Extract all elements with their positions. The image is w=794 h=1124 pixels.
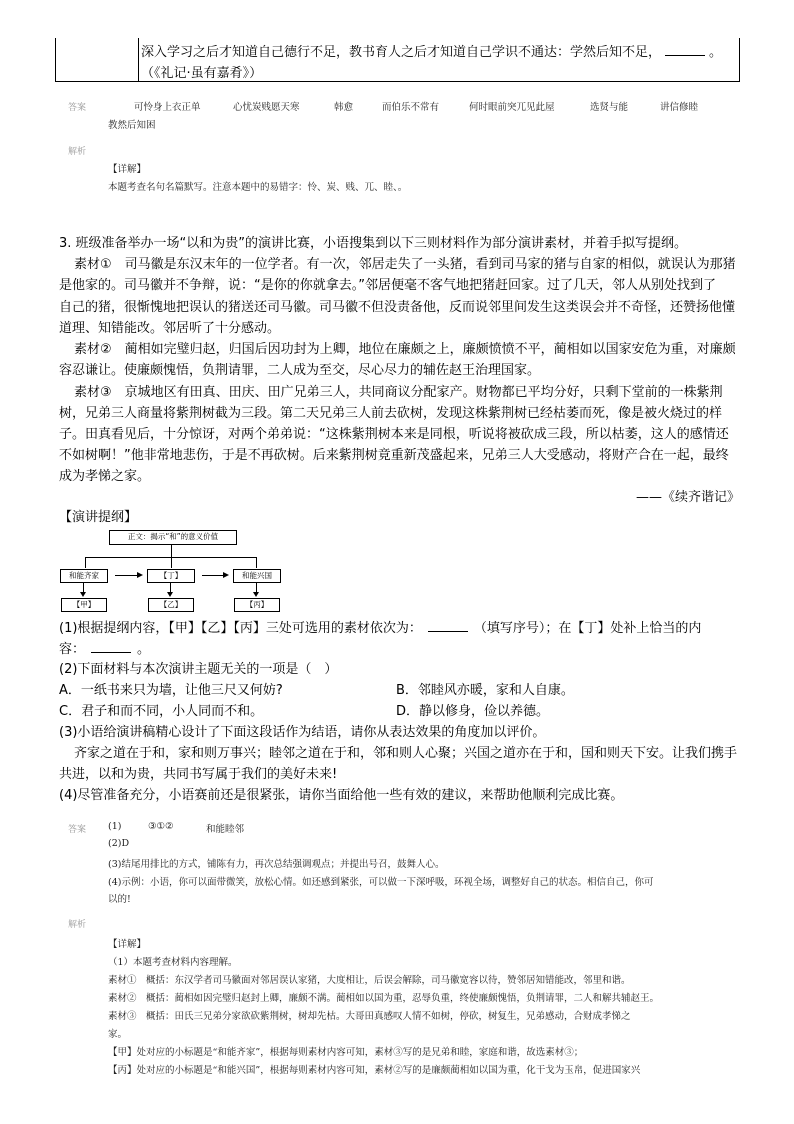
diagram-connector — [171, 545, 172, 557]
sub-question-1-cont — [59, 638, 150, 657]
answer-line: 以的! — [108, 894, 131, 905]
answer-line: (4)示例：小语，你可以面带微笑，放松心情。如还感到紧张，可以做一下深呼吸，环视全场，调整好自己的状态。相信自己，你可 — [108, 877, 654, 888]
table-line1-text: 深入学习之后才知道自己德行不足，教书育人之后才知道自己学识不通达：学然后知不足， — [141, 45, 662, 60]
material-1-line: 自己的猪，很惭愧地把误认的猪送还司马徽。司马徽不但没责备他，反而说邻里间发生这类误会并不奇怪，还赞扬他懂 — [59, 300, 736, 315]
material-3-line: 不如树啊！”他非常地悲伤，于是不再砍树。后来紫荆树竟重新茂盛起来，兄弟三人大受感动，将财产合在一起，最终 — [59, 448, 729, 463]
answer-blank — [665, 55, 705, 56]
diagram-yi-box: 【乙】 — [148, 598, 194, 612]
q1-text-c: 容： — [59, 642, 86, 657]
diagram-arrow — [115, 575, 139, 576]
answer-blank — [91, 652, 131, 653]
q3-quote-line: 齐家之道在于和，家和则万事兴；睦邻之道在于和，邻和则人心聚；兴国之道亦在于和，国和则天下安。让我们携手 — [74, 746, 738, 761]
answer-label: 答案 — [68, 103, 87, 113]
diagram-bing-box: 【丙】 — [234, 598, 280, 612]
answer-item: 可怜身上衣正单 — [134, 102, 201, 113]
arrow-head-icon — [137, 572, 143, 578]
table-line1-end: 。 — [709, 45, 723, 60]
answer-item: 选贤与能 — [590, 102, 629, 113]
material-2-line: 容忍谦让。使廉颇愧悟，负荆请罪，二人成为至交，尽心尽力的辅佐赵王治理国家。 — [59, 363, 541, 378]
answer-line2: 教然后知困 — [108, 120, 156, 131]
material-3-line: 树，兄弟三人商量将紫荆树截为三段。第二天兄弟三人前去砍树，发现这株紫荆树已经枯萎而死，像是被火烧过的样 — [59, 406, 723, 421]
diagram-top-box: 正文：揭示“和”的意义价值 — [109, 530, 237, 545]
material-1-line: 是他家的。司马徽并不争辩，说：“是你的你就拿去。”邻居便毫不客气地把猪赶回家。过了几天，邻人从别处找到了 — [59, 278, 716, 293]
diagram-mid-box: 【丁】 — [147, 569, 195, 583]
option-b: B．邻睦风亦暖，家和人自康。 — [396, 683, 574, 698]
table-line1 — [141, 41, 722, 60]
answer-label: 答案 — [68, 825, 87, 835]
analysis-line: 【丙】处对应的小标题是“和能兴国”，根据每则素材内容可知，素材②写的是廉颇蔺相如以国为重，化干戈为玉帛，促进国家兴 — [108, 1065, 641, 1076]
outline-label: 【演讲提纲】 — [59, 510, 138, 525]
diagram-connector — [256, 557, 257, 568]
table-divider — [138, 38, 139, 81]
analysis-label: 解析 — [68, 920, 87, 930]
answer-line: ③①② — [148, 821, 174, 832]
answer-line: 和能睦邻 — [206, 824, 245, 835]
answer-item: 心忧炭贱愿天寒 — [233, 102, 300, 113]
table-line2: （《礼记·虽有嘉肴》） — [141, 66, 263, 81]
arrow-head-icon — [167, 592, 173, 597]
diagram-connector — [171, 557, 172, 568]
material-3-line: 素材③ 京城地区有田真、田庆、田广兄弟三人，共同商议分配家产。财物都已平均分好，只剩下堂前的一株紫荆 — [74, 385, 723, 400]
answer-item: 讲信修睦 — [660, 102, 699, 113]
sub-question-1 — [59, 617, 701, 636]
material-2-line: 素材② 蔺相如完璧归赵，归国后因功封为上卿，地位在廉颇之上，廉颇愤愤不平，蔺相如以国家安危为重，对廉颇 — [74, 342, 736, 357]
q1-text-a: (1)根据提纲内容，【甲】【乙】【丙】三处可选用的素材依次为： — [59, 621, 422, 636]
analysis-label: 解析 — [68, 147, 87, 157]
analysis-line: 【甲】处对应的小标题是“和能齐家”，根据每则素材内容可知，素材③写的是兄弟和睦，家庭和谐，故选素材③； — [108, 1047, 584, 1058]
analysis-line: 素材③ 概括：田氏三兄弟分家欲砍紫荆树，树却先枯。大哥田真感叹人情不如树，停砍，树复生，兄弟感动，合财成孝悌之 — [108, 1011, 631, 1022]
answer-line: (3)结尾用排比的方式，铺陈有力，再次总结强调观点；并提出号召，鼓舞人心。 — [108, 859, 445, 870]
answer-line: (2)D — [108, 838, 130, 849]
source-citation: ——《续齐谐记》 — [636, 490, 741, 505]
sub-question-4: (4)尽管准备充分，小语赛前还是很紧张，请你当面给他一些有效的建议，来帮助他顺利完成比赛。 — [59, 788, 624, 803]
analysis-line: 素材① 概括：东汉学者司马徽面对邻居误认家猪，大度相让，后误会解除，司马徽宽容以待，赞邻居知错能改，邻里和谐。 — [108, 975, 631, 986]
arrow-head-icon — [223, 572, 229, 578]
analysis-heading: 【详解】 — [108, 939, 147, 950]
diagram-connector — [85, 557, 86, 568]
material-3-line: 成为孝悌之家。 — [59, 469, 151, 484]
q1-text-d: 。 — [137, 642, 151, 657]
analysis-line: （1）本题考查材料内容理解。 — [108, 957, 238, 968]
analysis-line: 素材② 概括：蔺相如因完璧归赵封上卿，廉颇不满。蔺相如以国为重，忍辱负重，终使廉颇愧悟，负荆请罪，二人和解共辅赵王。 — [108, 993, 660, 1004]
arrow-head-icon — [253, 592, 259, 597]
answer-line: (1) — [108, 821, 122, 832]
arrow-head-icon — [80, 592, 86, 597]
answer-item: 而伯乐不常有 — [382, 102, 440, 113]
option-a: A．一纸书来只为墙，让他三尺又何妨? — [59, 683, 283, 698]
question-intro: 3. 班级准备举办一场“以和为贵”的演讲比赛，小语搜集到以下三则材料作为部分演讲素材，并着手拟写提纲。 — [59, 236, 688, 251]
sub-question-3: (3)小语给演讲稿精心设计了下面这段话作为结语，请你从表达效果的角度加以评价。 — [59, 725, 546, 740]
material-1-line: 素材① 司马徽是东汉末年的一位学者。有一次，邻居走失了一头猪，看到司马家的猪与自家的相似，就误认为那猪 — [74, 257, 736, 272]
answer-blank — [428, 631, 468, 632]
diagram-right-box: 和能兴国 — [233, 569, 281, 583]
analysis-heading: 【详解】 — [108, 164, 147, 175]
q3-quote-line: 共进，以和为贵，共同书写属于我们的美好未来! — [59, 767, 338, 782]
material-3-line: 子。田真看见后，十分惊讶，对两个弟弟说：“这株紫荆树本来是同根，听说将被砍成三段，所以枯萎，这人的感情还 — [59, 427, 729, 442]
material-1-line: 道理、知错能改。邻居听了十分感动。 — [59, 321, 281, 336]
answer-item: 何时眼前突兀见此屋 — [469, 102, 555, 113]
option-c: C．君子和而不同，小人同而不和。 — [59, 704, 264, 719]
diagram-arrow — [202, 575, 225, 576]
option-d: D．静以修身，俭以养德。 — [396, 704, 550, 719]
diagram-left-box: 和能齐家 — [60, 569, 108, 583]
analysis-line: 家。 — [108, 1029, 128, 1040]
analysis-text: 本题考查名句名篇默写。注意本题中的易错字：怜、炭、贱、兀、睦、。 — [108, 182, 408, 193]
sub-question-2: (2)下面材料与本次演讲主题无关的一项是（ ） — [59, 662, 338, 677]
diagram-jia-box: 【甲】 — [61, 598, 107, 612]
answer-item: 韩愈 — [334, 102, 354, 113]
q1-text-b: （填写序号）；在【丁】处补上恰当的内 — [473, 621, 702, 636]
